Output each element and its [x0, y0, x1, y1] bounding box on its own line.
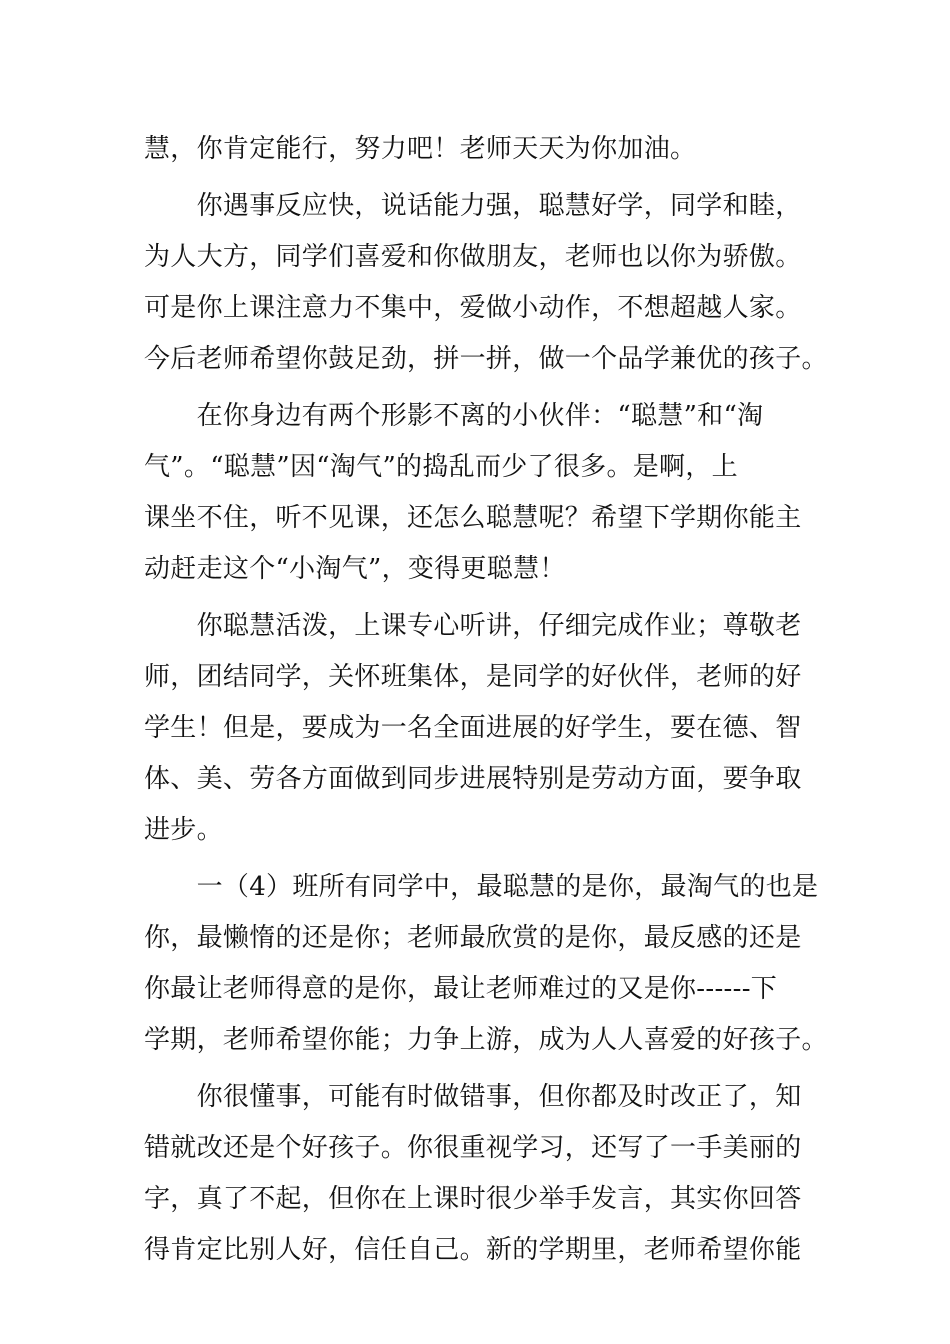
text-line: 进步。 [144, 815, 223, 845]
paragraph [144, 124, 809, 175]
text-line: 你，最懒惰的还是你；老师最欣赏的是你，最反感的还是 [144, 923, 802, 953]
text-line: 你很懂事，可能有时做错事，但你都及时改正了，知 [144, 1082, 802, 1112]
text-line: 慧，你肯定能行，努力吧！老师天天为你加油。 [144, 134, 697, 164]
text-line: 气”。“聪慧”因“淘气”的捣乱而少了很多。是啊，上 [144, 452, 738, 482]
paragraph [144, 1072, 809, 1276]
text-line: 在你身边有两个形影不离的小伙伴：“聪慧”和“淘 [144, 401, 764, 431]
text-line: 错就改还是个好孩子。你很重视学习，还写了一手美丽的 [144, 1133, 802, 1163]
text-line: 一（4）班所有同学中，最聪慧的是你，最淘气的也是 [144, 872, 819, 902]
paragraph [144, 181, 828, 385]
text-line: 字，真了不起，但你在上课时很少举手发言，其实你回答 [144, 1184, 802, 1214]
text-line: 师，团结同学，关怀班集体，是同学的好伙伴，老师的好 [144, 662, 802, 692]
text-line: 可是你上课注意力不集中，爱做小动作，不想超越人家。 [144, 293, 802, 323]
paragraph [144, 862, 828, 1066]
paragraph [144, 391, 809, 595]
text-line: 你最让老师得意的是你，最让老师难过的又是你------下 [144, 974, 778, 1004]
text-line: 你聪慧活泼，上课专心听讲，仔细完成作业；尊敬老 [144, 611, 802, 641]
text-line: 今后老师希望你鼓足劲，拼一拼，做一个品学兼优的孩子。 [144, 344, 828, 374]
text-line: 学期，老师希望你能；力争上游，成为人人喜爱的好孩子。 [144, 1025, 828, 1055]
paragraph [144, 601, 809, 856]
text-line: 课坐不住，听不见课，还怎么聪慧呢？希望下学期你能主 [144, 503, 802, 533]
text-line: 得肯定比别人好，信任自己。新的学期里，老师希望你能 [144, 1235, 802, 1265]
text-line: 动赶走这个“小淘气”，变得更聪慧！ [144, 554, 566, 584]
text-line: 体、美、劳各方面做到同步进展特别是劳动方面，要争取 [144, 764, 802, 794]
text-line: 学生！但是，要成为一名全面进展的好学生，要在德、智 [144, 713, 802, 743]
text-line: 为人大方，同学们喜爱和你做朋友，老师也以你为骄傲。 [144, 242, 802, 272]
text-line: 你遇事反应快，说话能力强，聪慧好学，同学和睦， [144, 191, 802, 221]
document-body [144, 124, 828, 1282]
